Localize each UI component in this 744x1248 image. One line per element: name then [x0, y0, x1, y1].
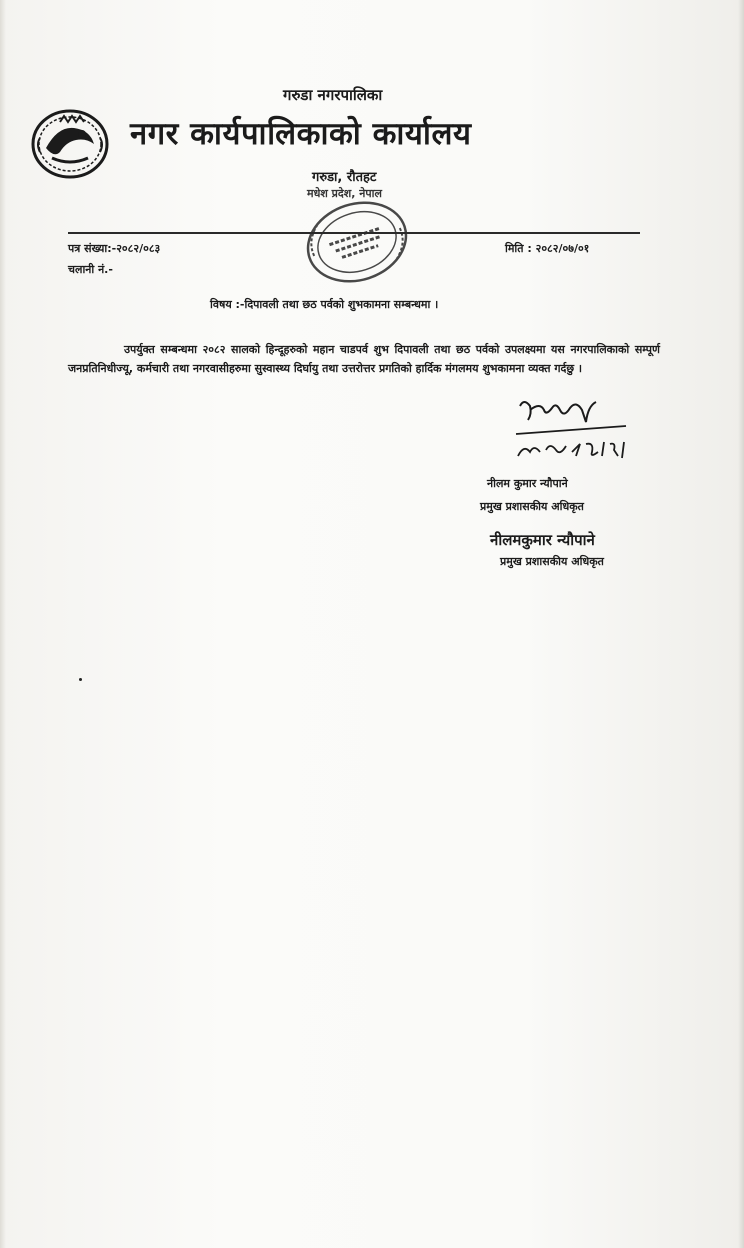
- stamp-signer-title: प्रमुख प्रशासकीय अधिकृत: [500, 555, 604, 568]
- letter-date: मिति : २०८२/०७/०१: [505, 242, 590, 255]
- handwritten-signature: [510, 392, 640, 464]
- letter-body: [68, 340, 660, 378]
- dispatch-number: चलानी नं.-: [68, 263, 113, 276]
- signer-name: नीलम कुमार न्यौपाने: [487, 477, 568, 490]
- letter-subject: विषय :-दिपावली तथा छठ पर्वको शुभकामना सम्बन्धमा ।: [210, 298, 439, 311]
- page-edge-left: [0, 0, 6, 1248]
- org-address-province: मधेश प्रदेश, नेपाल: [307, 187, 382, 200]
- org-name-small: गरुडा नगरपालिका: [283, 86, 383, 104]
- stamp-signer-name: नीलमकुमार न्यौपाने: [490, 531, 595, 549]
- signer-title: प्रमुख प्रशासकीय अधिकृत: [480, 500, 584, 513]
- org-address: गरुडा, रौतहट: [312, 170, 377, 185]
- org-office-title: नगर कार्यपालिकाको कार्यालय: [130, 116, 472, 152]
- ink-speck: [79, 678, 82, 681]
- office-stamp-icon: [298, 196, 416, 288]
- nepal-emblem-icon: [30, 108, 110, 180]
- reference-number: पत्र संख्या:-२०८२/०८३: [68, 242, 161, 255]
- letter-body-text: उपर्युक्त सम्बन्धमा २०८२ सालको हिन्दूहरुको महान चाडपर्व शुभ दिपावली तथा छठ पर्वको उपलक्ष्यमा यस नगरपालिकाको सम्पूर्ण जनप्रतिनिधीज्यू, कर्मचारी तथा नगरवासीहरुमा सुस्वास्थ्य दिर्घायु तथा उत्तरोत्तर प्रगतिको हार्दिक मंगलमय शुभकामना व्यक्त गर्दछु ।: [68, 343, 660, 375]
- page-edge-right: [738, 0, 744, 1248]
